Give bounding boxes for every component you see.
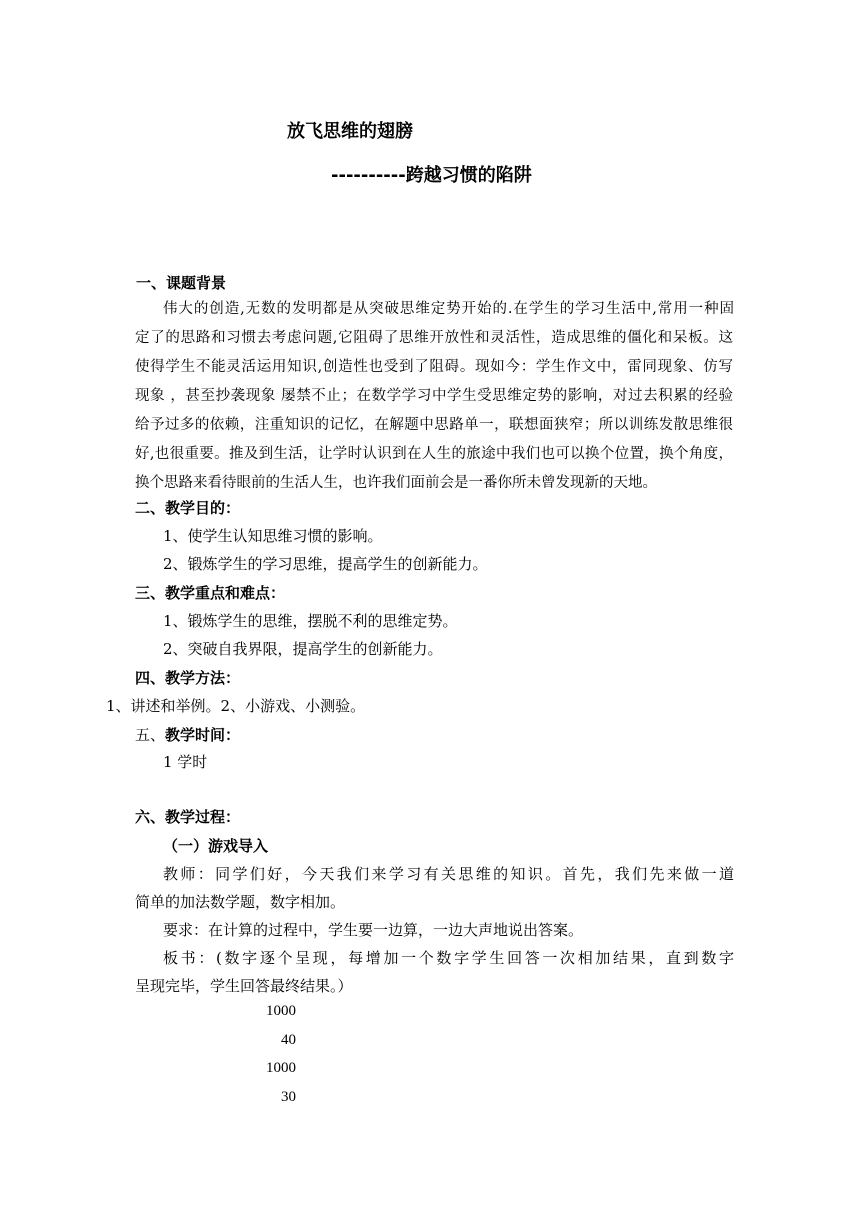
paragraph-line: 教师：同学们好，今天我们来学习有关思维的知识。首先，我们先来做一道 xyxy=(163,865,734,883)
paragraph-line: 要求：在计算的过程中，学生要一边算，一边大声地说出答案。 xyxy=(163,921,584,939)
page-subtitle: ----------跨越习惯的陷阱 xyxy=(331,165,532,186)
page-title: 放飞思维的翅膀 xyxy=(287,121,413,142)
paragraph-line: 板书：(数字逐个呈现，每增加一个数字学生回答一次相加结果，直到数字 xyxy=(163,949,734,967)
section-heading-objectives: 二、教学目的： xyxy=(135,499,241,517)
section-heading-background: 一、课题背景 xyxy=(136,274,227,292)
board-number: 1000 xyxy=(266,1003,296,1019)
time-text: 1 学时 xyxy=(163,753,208,771)
paragraph-line: 简单的加法数学题，数字相加。 xyxy=(135,893,346,911)
list-item: 2、锻炼学生的学习思维，提高学生的创新能力。 xyxy=(163,555,488,573)
board-number: 30 xyxy=(281,1089,296,1105)
paragraph-line: 换个思路来看待眼前的生活人生，也许我们面前会是一番你所未曾发现新的天地。 xyxy=(135,475,657,491)
section-heading-methods: 四、教学方法： xyxy=(135,669,241,687)
subsection-heading: （一）游戏导入 xyxy=(163,837,269,855)
board-number: 40 xyxy=(281,1032,296,1048)
list-item: 2、突破自我界限，提高学生的创新能力。 xyxy=(163,640,443,658)
paragraph-line: 给予过多的依赖，注重知识的记忆，在解题中思路单一，联想面狭窄；所以训练发散思维很 xyxy=(135,417,733,433)
paragraph-line: 伟大的创造,无数的发明都是从突破思维定势开始的.在学生的学习生活中,常用一种固 xyxy=(163,301,734,317)
paragraph-line: 好,也很重要。推及到生活，让学时认识到在人生的旅途中我们也可以换个位置，换个角度， xyxy=(135,446,733,462)
list-item: 1、锻炼学生的思维，摆脱不利的思维定势。 xyxy=(163,612,458,630)
heading-text: 教学时间： xyxy=(165,726,241,744)
paragraph-line: 现象 ，甚至抄袭现象 屡禁不止；在数学学习中学生受思维定势的影响，对过去积累的经验 xyxy=(135,388,733,404)
board-number: 1000 xyxy=(266,1060,296,1076)
methods-text: 1、讲述和举例。2、小游戏、小测验。 xyxy=(106,697,366,715)
section-heading-process: 六、教学过程： xyxy=(135,808,241,826)
section-heading-key-points: 三、教学重点和难点： xyxy=(135,584,286,602)
heading-number: 五、 xyxy=(135,726,166,744)
list-item: 1、使学生认知思维习惯的影响。 xyxy=(163,527,383,545)
paragraph-line: 使得学生不能灵活运用知识,创造性也受到了阻碍。现如今：学生作文中，雷同现象、仿写 xyxy=(135,359,733,375)
paragraph-line: 定了的思路和习惯去考虑问题,它阻碍了思维开放性和灵活性，造成思维的僵化和呆板。这 xyxy=(135,330,733,346)
paragraph-line: 呈现完毕，学生回答最终结果。） xyxy=(135,977,353,995)
section-heading-time xyxy=(135,724,240,745)
